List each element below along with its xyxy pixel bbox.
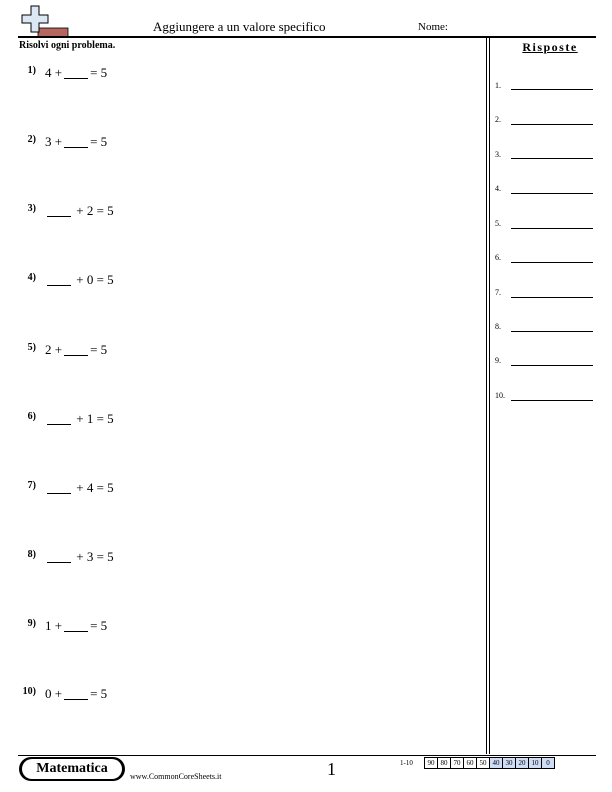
- answer-blank[interactable]: [47, 411, 71, 425]
- name-label: Nome:: [418, 21, 448, 33]
- answer-blank[interactable]: [47, 203, 71, 217]
- header-divider: [18, 36, 596, 38]
- footer-divider: [18, 755, 596, 756]
- answer-line[interactable]: [511, 297, 593, 298]
- answer-label: 6.: [495, 253, 501, 262]
- answer-line[interactable]: [511, 89, 593, 90]
- problem-left: 1 +: [45, 618, 63, 633]
- problem-right: + 4 = 5: [76, 480, 114, 495]
- answer-blank[interactable]: [64, 65, 88, 79]
- brand-label: Matematica: [22, 759, 122, 779]
- score-cell: 0: [542, 758, 555, 769]
- problem-right: + 2 = 5: [76, 203, 114, 218]
- score-cell: 40: [490, 758, 503, 769]
- score-table: [424, 757, 555, 769]
- answer-label: 2.: [495, 115, 501, 124]
- answer-label: 3.: [495, 150, 501, 159]
- answer-blank[interactable]: [64, 134, 88, 148]
- score-cell: 10: [529, 758, 542, 769]
- answer-blank[interactable]: [64, 618, 88, 632]
- plus-pencil-logo-icon: [18, 4, 70, 38]
- problem-number: 9): [27, 618, 36, 629]
- column-divider: [486, 36, 490, 754]
- answer-blank[interactable]: [64, 342, 88, 356]
- problem-left: 3 +: [45, 134, 63, 149]
- problem-right: = 5: [90, 618, 108, 633]
- problem-number: 3): [27, 203, 36, 214]
- answer-label: 5.: [495, 219, 501, 228]
- answer-line[interactable]: [511, 158, 593, 159]
- problem-left: 0 +: [45, 686, 63, 701]
- worksheet-title: Aggiungere a un valore specifico: [153, 19, 326, 34]
- problem-right: + 0 = 5: [76, 272, 114, 287]
- website-link[interactable]: www.CommonCoreSheets.it: [130, 772, 222, 781]
- answer-blank[interactable]: [47, 549, 71, 563]
- problem-left: 2 +: [45, 342, 63, 357]
- answer-blank[interactable]: [47, 480, 71, 494]
- answer-line[interactable]: [511, 400, 593, 401]
- answer-line[interactable]: [511, 331, 593, 332]
- problem-number: 10): [22, 686, 36, 697]
- problem-number: 1): [27, 65, 36, 76]
- answer-label: 8.: [495, 322, 501, 331]
- problem-number: 8): [27, 549, 36, 560]
- score-cell: 50: [477, 758, 490, 769]
- page-number: 1: [327, 759, 336, 779]
- answer-label: 9.: [495, 356, 501, 365]
- score-cell: 90: [425, 758, 438, 769]
- answer-line[interactable]: [511, 365, 593, 366]
- answer-line[interactable]: [511, 262, 593, 263]
- problem-number: 5): [27, 342, 36, 353]
- answer-label: 1.: [495, 81, 501, 90]
- answer-line[interactable]: [511, 124, 593, 125]
- instructions: Risolvi ogni problema.: [19, 40, 116, 51]
- answer-line[interactable]: [511, 228, 593, 229]
- problem-number: 2): [27, 134, 36, 145]
- problem-right: + 1 = 5: [76, 411, 114, 426]
- answers-title: Risposte: [522, 40, 578, 54]
- problem-number: 6): [27, 411, 36, 422]
- problem-right: = 5: [90, 134, 108, 149]
- problem-right: = 5: [90, 342, 108, 357]
- problem-right: = 5: [90, 65, 108, 80]
- score-range-label: 1-10: [400, 759, 413, 767]
- answer-label: 10.: [495, 391, 505, 400]
- answer-label: 4.: [495, 184, 501, 193]
- problem-number: 7): [27, 480, 36, 491]
- answer-blank[interactable]: [64, 686, 88, 700]
- score-cell: 80: [438, 758, 451, 769]
- problem-right: = 5: [90, 686, 108, 701]
- problem-number: 4): [27, 272, 36, 283]
- problem-left: 4 +: [45, 65, 63, 80]
- score-cell: 70: [451, 758, 464, 769]
- score-cell: 60: [464, 758, 477, 769]
- problem-right: + 3 = 5: [76, 549, 114, 564]
- score-cell: 20: [516, 758, 529, 769]
- answer-label: 7.: [495, 288, 501, 297]
- answer-blank[interactable]: [47, 272, 71, 286]
- score-cell: 30: [503, 758, 516, 769]
- answer-line[interactable]: [511, 193, 593, 194]
